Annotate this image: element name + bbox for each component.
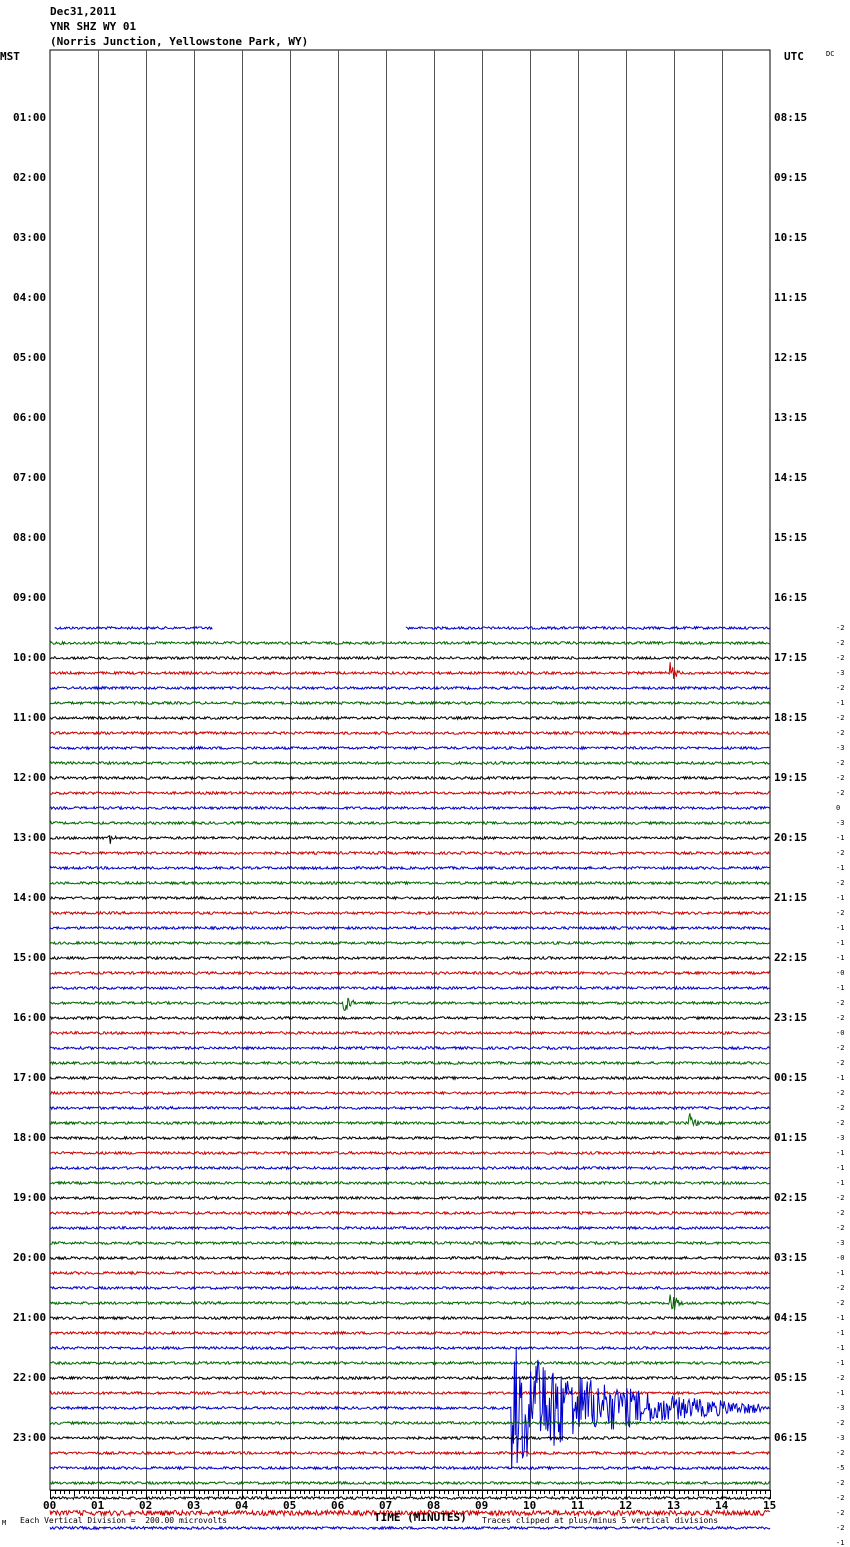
dc-offset-value: -2 <box>836 1044 845 1052</box>
trace-29 <box>50 1062 770 1065</box>
x-tick-label: 13 <box>667 1499 681 1512</box>
dc-offset-value: -1 <box>836 1539 845 1547</box>
trace-4 <box>50 687 770 690</box>
dc-offset-value: -3 <box>836 819 845 827</box>
trace-20 <box>50 927 770 930</box>
trace-35 <box>50 1152 770 1155</box>
right-tick-label: 02:15 <box>774 1191 808 1204</box>
left-tick-label: 18:00 <box>13 1131 47 1144</box>
trace-38 <box>50 1197 770 1200</box>
trace-0-seg-0 <box>55 627 213 630</box>
trace-49 <box>50 1362 770 1365</box>
trace-57 <box>50 1482 770 1485</box>
trace-37 <box>50 1182 770 1185</box>
trace-6 <box>50 717 770 720</box>
left-tick-label: 16:00 <box>13 1011 47 1024</box>
dc-offset-value: -2 <box>836 849 845 857</box>
trace-0-seg-1 <box>406 627 770 630</box>
clip-note: Traces clipped at plus/minus 5 vertical divisions <box>482 1516 719 1525</box>
x-tick-label: 06 <box>331 1499 345 1512</box>
dc-offset-value: -1 <box>836 954 845 962</box>
right-tick-label: 11:15 <box>774 291 808 304</box>
dc-offset-value: -2 <box>836 1479 845 1487</box>
x-tick-label: 05 <box>283 1499 297 1512</box>
dc-offset-value: -3 <box>836 1404 845 1412</box>
dc-offset-value: -2 <box>836 1209 845 1217</box>
left-tick-label: 23:00 <box>13 1431 47 1444</box>
trace-14 <box>50 836 770 844</box>
dc-offset-value: -0 <box>836 1254 845 1262</box>
dc-offset-value: -1 <box>836 894 845 902</box>
right-tick-label: 09:15 <box>774 171 808 184</box>
left-tick-label: 15:00 <box>13 951 47 964</box>
left-tick-label: 08:00 <box>13 531 47 544</box>
right-tick-label: 18:15 <box>774 711 808 724</box>
trace-23 <box>50 972 770 975</box>
trace-24 <box>50 987 770 990</box>
trace-28 <box>50 1047 770 1050</box>
trace-13 <box>50 822 770 825</box>
trace-25 <box>50 998 770 1011</box>
dc-offset-value: -3 <box>836 1434 845 1442</box>
right-tick-label: 16:15 <box>774 591 808 604</box>
dc-offset-value: -2 <box>836 879 845 887</box>
x-tick-label: 10 <box>523 1499 537 1512</box>
trace-47 <box>50 1332 770 1335</box>
dc-offset-value: -0 <box>836 1029 845 1037</box>
dc-offset-value: -2 <box>836 999 845 1007</box>
left-tick-label: 17:00 <box>13 1071 47 1084</box>
trace-16 <box>50 867 770 870</box>
x-tick-label: 08 <box>427 1499 441 1512</box>
trace-3 <box>50 662 770 679</box>
x-tick-label: 14 <box>715 1499 729 1512</box>
dc-offset-value: -1 <box>836 1314 845 1322</box>
trace-22 <box>50 957 770 960</box>
trace-42 <box>50 1257 770 1260</box>
right-tick-label: 03:15 <box>774 1251 808 1264</box>
trace-58 <box>50 1497 770 1500</box>
left-tick-label: 20:00 <box>13 1251 47 1264</box>
dc-offset-value: -2 <box>836 729 845 737</box>
right-tick-label: 01:15 <box>774 1131 808 1144</box>
trace-45 <box>50 1295 770 1310</box>
trace-48 <box>50 1347 770 1350</box>
dc-offset-value: -1 <box>836 924 845 932</box>
dc-offset-value: -1 <box>836 1359 845 1367</box>
dc-offset-value: -1 <box>836 834 845 842</box>
right-tick-label: 15:15 <box>774 531 808 544</box>
dc-offset-value: -2 <box>836 1089 845 1097</box>
left-tick-label: 12:00 <box>13 771 47 784</box>
trace-31 <box>50 1092 770 1095</box>
trace-5 <box>50 702 770 705</box>
right-tick-label: 17:15 <box>774 651 808 664</box>
right-tick-label: 08:15 <box>774 111 808 124</box>
trace-27 <box>50 1032 770 1035</box>
dc-offset-value: -2 <box>836 1524 845 1532</box>
trace-39 <box>50 1212 770 1215</box>
dc-offset-value: -1 <box>836 1269 845 1277</box>
right-tick-label: 23:15 <box>774 1011 808 1024</box>
dc-offset-value: -2 <box>836 1119 845 1127</box>
trace-33 <box>50 1113 770 1125</box>
dc-offset-value: -2 <box>836 639 845 647</box>
left-tick-label: 22:00 <box>13 1371 47 1384</box>
left-tick-label: 05:00 <box>13 351 47 364</box>
trace-26 <box>50 1017 770 1020</box>
trace-32 <box>50 1107 770 1110</box>
dc-offset-value: -2 <box>836 1224 845 1232</box>
trace-55 <box>50 1452 770 1455</box>
dc-offset-value: -5 <box>836 1464 845 1472</box>
right-tick-label: 10:15 <box>774 231 808 244</box>
trace-8 <box>50 747 770 750</box>
dc-offset-value: -2 <box>836 789 845 797</box>
trace-19 <box>50 912 770 915</box>
left-tick-label: 09:00 <box>13 591 47 604</box>
dc-offset-value: -2 <box>836 774 845 782</box>
left-tick-label: 14:00 <box>13 891 47 904</box>
x-tick-label: 15 <box>763 1499 777 1512</box>
dc-offset-value: -1 <box>836 1074 845 1082</box>
right-tick-label: 13:15 <box>774 411 808 424</box>
trace-11 <box>50 792 770 795</box>
trace-44 <box>50 1287 770 1290</box>
trace-1 <box>50 642 770 645</box>
dc-offset-value: -1 <box>836 699 845 707</box>
trace-43 <box>50 1272 770 1275</box>
left-tick-label: 06:00 <box>13 411 47 424</box>
x-tick-label: 03 <box>187 1499 201 1512</box>
right-tick-label: 12:15 <box>774 351 808 364</box>
dc-offset-value: -2 <box>836 1104 845 1112</box>
dc-offset-value: -1 <box>836 1329 845 1337</box>
right-tick-label: 19:15 <box>774 771 808 784</box>
right-tick-label: 21:15 <box>774 891 808 904</box>
dc-offset-value: -0 <box>836 969 845 977</box>
x-tick-label: 04 <box>235 1499 249 1512</box>
trace-34 <box>50 1137 770 1140</box>
trace-7 <box>50 732 770 735</box>
dc-offset-value: -1 <box>836 984 845 992</box>
dc-offset-value: -3 <box>836 1134 845 1142</box>
trace-53 <box>50 1422 770 1425</box>
x-axis-label: TIME (MINUTES) <box>374 1511 467 1524</box>
dc-offset-value: -2 <box>836 654 845 662</box>
trace-56 <box>50 1467 770 1470</box>
x-tick-label: 09 <box>475 1499 489 1512</box>
trace-18 <box>50 897 770 900</box>
dc-offset-value: -2 <box>836 909 845 917</box>
right-tick-label: 20:15 <box>774 831 808 844</box>
trace-36 <box>50 1167 770 1170</box>
left-tick-label: 11:00 <box>13 711 47 724</box>
trace-54 <box>50 1437 770 1440</box>
dc-label: DC <box>826 50 835 58</box>
dc-offset-value: -1 <box>836 939 845 947</box>
dc-offset-value: -1 <box>836 1389 845 1397</box>
left-axis-label: MST <box>0 50 20 63</box>
dc-offset-value: -1 <box>836 1344 845 1352</box>
right-tick-label: 05:15 <box>774 1371 808 1384</box>
x-tick-label: 12 <box>619 1499 633 1512</box>
corner-mark: M <box>2 1519 7 1527</box>
left-tick-label: 19:00 <box>13 1191 47 1204</box>
trace-15 <box>50 852 770 855</box>
scale-note: Each Vertical Division = 200.00 microvolts <box>20 1516 228 1525</box>
left-tick-label: 04:00 <box>13 291 47 304</box>
dc-offset-value: -2 <box>836 1299 845 1307</box>
dc-offset-value: -2 <box>836 1059 845 1067</box>
trace-12 <box>50 807 770 810</box>
seismic-traces <box>50 627 770 1534</box>
dc-offset-value: -2 <box>836 714 845 722</box>
dc-offset-value: 0 <box>836 804 841 812</box>
left-tick-label: 10:00 <box>13 651 47 664</box>
trace-17 <box>50 882 770 885</box>
dc-offset-value: -2 <box>836 1509 845 1517</box>
left-tick-label: 02:00 <box>13 171 47 184</box>
left-tick-label: 03:00 <box>13 231 47 244</box>
x-tick-label: 01 <box>91 1499 105 1512</box>
dc-offset-value: -2 <box>836 684 845 692</box>
trace-60 <box>50 1527 770 1530</box>
dc-offset-value: -2 <box>836 1374 845 1382</box>
dc-offset-value: -1 <box>836 1179 845 1187</box>
dc-offset-value: -2 <box>836 1194 845 1202</box>
dc-offset-value: -3 <box>836 669 845 677</box>
trace-46 <box>50 1317 770 1320</box>
dc-offset-value: -2 <box>836 624 845 632</box>
dc-offset-value: -2 <box>836 1494 845 1502</box>
x-tick-label: 00 <box>43 1499 57 1512</box>
right-tick-label: 22:15 <box>774 951 808 964</box>
dc-offset-value: -2 <box>836 1014 845 1022</box>
right-axis-label: UTC <box>784 50 804 63</box>
trace-30 <box>50 1077 770 1080</box>
x-tick-label: 02 <box>139 1499 153 1512</box>
header-station: YNR SHZ WY 01 <box>50 20 137 33</box>
dc-offset-value: -2 <box>836 759 845 767</box>
dc-offset-value: -2 <box>836 1284 845 1292</box>
right-tick-label: 14:15 <box>774 471 808 484</box>
trace-41 <box>50 1242 770 1245</box>
left-tick-label: 13:00 <box>13 831 47 844</box>
header-location: (Norris Junction, Yellowstone Park, WY) <box>50 35 309 48</box>
trace-50 <box>50 1377 770 1380</box>
trace-40 <box>50 1227 770 1230</box>
left-tick-label: 07:00 <box>13 471 47 484</box>
trace-9 <box>50 762 770 765</box>
trace-51 <box>50 1392 770 1395</box>
dc-offset-value: -3 <box>836 744 845 752</box>
dc-offset-value: -2 <box>836 1419 845 1427</box>
right-tick-label: 00:15 <box>774 1071 808 1084</box>
x-tick-label: 11 <box>571 1499 585 1512</box>
header-date: Dec31,2011 <box>50 5 117 18</box>
dc-offset-value: -1 <box>836 1149 845 1157</box>
dc-offset-value: -3 <box>836 1239 845 1247</box>
trace-21 <box>50 942 770 945</box>
right-tick-label: 06:15 <box>774 1431 808 1444</box>
dc-offset-value: -1 <box>836 864 845 872</box>
dc-offset-value: -2 <box>836 1449 845 1457</box>
trace-2 <box>50 657 770 660</box>
trace-10 <box>50 777 770 780</box>
left-tick-label: 01:00 <box>13 111 47 124</box>
left-tick-label: 21:00 <box>13 1311 47 1324</box>
right-tick-label: 04:15 <box>774 1311 808 1324</box>
x-tick-label: 07 <box>379 1499 393 1512</box>
dc-offset-value: -1 <box>836 1164 845 1172</box>
